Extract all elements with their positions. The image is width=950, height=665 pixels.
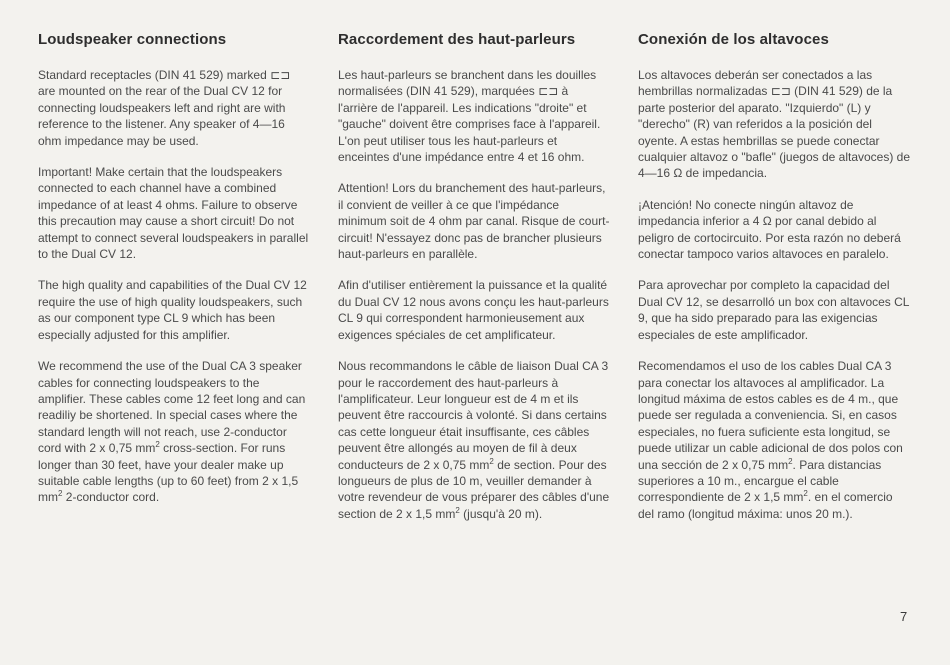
paragraph-spanish-2: ¡Atención! No conecte ningún altavoz de impedancia inferior a 4 Ω por canal debido al peligro de cortocircuito. Por esta razón no deberá conectar tampoco varios altavoces en paralelo. (638, 197, 901, 262)
column-spanish (638, 30, 910, 537)
paragraph-french-4 (338, 358, 610, 522)
text-segment: Nous recommandons le câble de liaison Dual CA 3 pour le raccordement des haut-parleurs à l'amplificateur. Leur longueur est de 4 m et ils peuvent être raccourcis à volonté. Si dans certains cas cette longueur était insuffisante, ces câbles peuvent être allongés au moyen de fil à deux conducteurs de 2 x 0,75 mm (338, 359, 609, 472)
paragraph-spanish-1: Los altavoces deberán ser conectados a las hembrillas normalizadas ⊏⊐ (DIN 41 529) de la parte posterior del aparato. "Izquierdo" (L) y "derecho" (R) van referidos a la posición del oyente. A estas hembrillas se puede conectar cualquier altavoz o "bafle" (juegos de altavoces) de 4—16 Ω de impedancia. (638, 68, 911, 181)
paragraph-french-3: Afin d'utiliser entièrement la puissance et la qualité du Dual CV 12 nous avons conçu les haut-parleurs CL 9 qui correspondent harmonieusement aux exigences spéciales de cet amplificateur. (338, 278, 609, 342)
text-segment: . en el comercio del ramo (longitud máxima: unos 20 m.). (638, 490, 893, 521)
text-segment: Recomendamos el uso de los cables Dual CA 3 para conectar los altavoces al amplificador. La longitud máxima de estos cables es de 4 m., que puede ser regulada a conveniencia. Si, en casos especiales, no fuera suficiente esta longitud, se puede utilizar un cable adicional de dos polos con una sección de 2 x 0,75 mm (638, 359, 903, 472)
superscript: 2 (455, 505, 460, 515)
paragraph-french-2: Attention! Lors du branchement des haut-parleurs, il convient de veiller à ce que l'impédance minimum soit de 4 ohm par canal. Risque de court-circuit! N'essayez donc pas de brancher plusieurs haut-parleurs en parallèle. (338, 181, 610, 262)
superscript: 2 (155, 440, 160, 450)
paragraph-english-1: Standard receptacles (DIN 41 529) marked ⊏⊐ are mounted on the rear of the Dual CV 12 for connecting loudspeakers left and right are with reference to the listener. Any speaker of 4—16 ohm impedance may be used. (38, 68, 291, 148)
paragraph-english-3: The high quality and capabilities of the Dual CV 12 require the use of high quality loudspeakers, such as our component type CL 9 which has been especially adjusted for this amplifier. (38, 278, 307, 342)
page-number: 7 (900, 609, 908, 624)
heading-spanish: Conexión de los altavoces (638, 31, 829, 48)
superscript: 2 (58, 489, 63, 499)
column-english (38, 30, 310, 521)
superscript: 2 (788, 456, 793, 466)
paragraph-spanish-3: Para aprovechar por completo la capacidad del Dual CV 12, se desarrolló un box con altavoces CL 9, que ha sido preparado para las exigencias especiales de este amplificador. (638, 278, 910, 342)
column-french (338, 30, 610, 537)
text-segment: We recommend the use of the Dual CA 3 speaker cables for connecting loudspeakers to the amplifier. These cables come 12 feet long and can readiliy be shortened. In special cases where the standard length will not reach, use 2-conductor cord with 2 x 0,75 mm (38, 359, 306, 456)
text-segment: . Para distancias superiores a 10 m., encargue el cable correspondiente de 2 x 1,5 mm (638, 457, 882, 505)
heading-french: Raccordement des haut-parleurs (338, 31, 576, 48)
text-segment: (jusqu'à 20 m). (459, 506, 543, 521)
paragraph-english-4 (38, 358, 310, 506)
paragraph-english-2: Important! Make certain that the loudspeakers connected to each channel have a combined impedance of at least 4 ohms. Failure to observe this precaution may cause a short circuit! Do not attempt to connect several loudspeakers in parallel to the Dual CV 12. (38, 165, 309, 262)
superscript: 2 (803, 489, 808, 499)
superscript: 2 (489, 456, 494, 466)
paragraph-spanish-4 (638, 358, 910, 522)
heading-english: Loudspeaker connections (38, 31, 227, 48)
text-segment: de section. Pour des longueurs de plus de 10 m, veuiller demander à votre revendeur de vous préparer des câbles d'une section de 2 x 1,5 mm (338, 457, 610, 521)
paragraph-french-1: Les haut-parleurs se branchent dans les douilles normalisées (DIN 41 529), marquées ⊏⊐ à l'arrière de l'appareil. Les indications "droite" et "gauche" doivent être comprises face à l'appareil. L'on peut utiliser tous les haut-parleurs et enceintes d'une impédance entre 4 et 16 ohm. (338, 68, 601, 165)
text-segment: cross-section. For runs longer than 30 feet, have your dealer make up suitable cable lengths (up to 60 feet) from 2 x 1,5 mm (38, 441, 299, 505)
text-segment: 2-conductor cord. (62, 490, 160, 505)
